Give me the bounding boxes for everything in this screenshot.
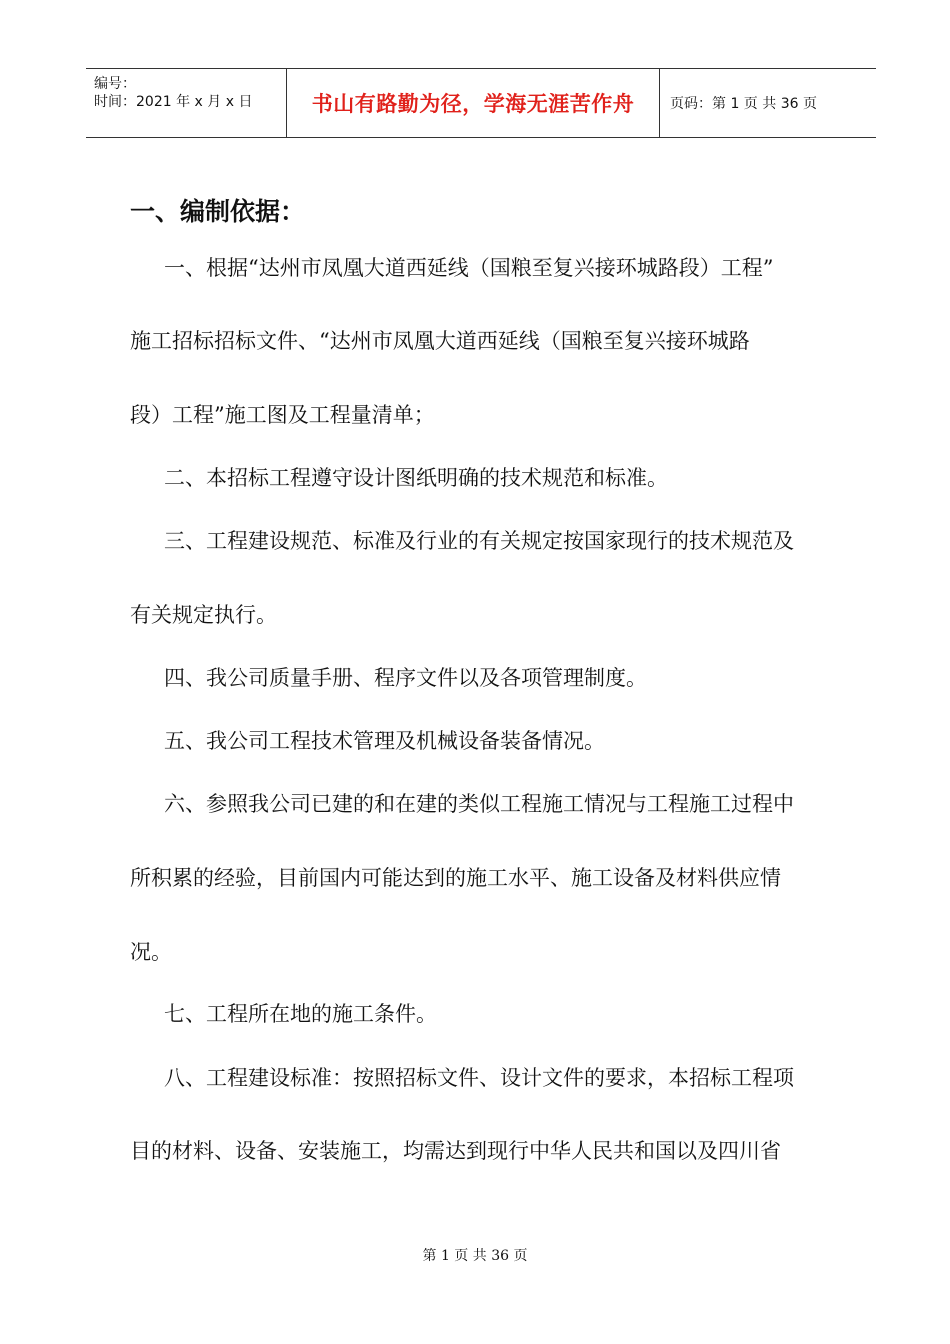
paragraph-line: 二、本招标工程遵守设计图纸明确的技术规范和标准。 bbox=[164, 466, 668, 490]
paragraph-line: 一、根据“达州市凤凰大道西延线（国粮至复兴接环城路段）工程” bbox=[164, 256, 774, 280]
header-motto: 书山有路勤为径，学海无涯苦作舟 bbox=[311, 92, 635, 116]
section-heading: 一、编制依据： bbox=[130, 197, 306, 226]
page-footer: 第 1 页 共 36 页 bbox=[422, 1248, 528, 1264]
paragraph-line: 六、参照我公司已建的和在建的类似工程施工情况与工程施工过程中 bbox=[164, 792, 794, 816]
header-motto-cell bbox=[287, 69, 660, 137]
paragraph-line: 五、我公司工程技术管理及机械设备装备情况。 bbox=[164, 729, 605, 753]
paragraph-line: 段）工程”施工图及工程量清单； bbox=[130, 403, 435, 427]
header-meta bbox=[86, 69, 287, 137]
page-header bbox=[86, 68, 876, 138]
paragraph-line: 目的材料、设备、安装施工，均需达到现行中华人民共和国以及四川省 bbox=[130, 1139, 781, 1163]
time-label: 时间：2021 年 x 月 x 日 bbox=[94, 94, 253, 110]
paragraph-line: 八、工程建设标准：按照招标文件、设计文件的要求，本招标工程项 bbox=[164, 1066, 794, 1090]
header-page-info: 页码：第 1 页 共 36 页 bbox=[670, 96, 817, 112]
paragraph-line: 施工招标招标文件、“达州市凤凰大道西延线（国粮至复兴接环城路 bbox=[130, 329, 750, 353]
paragraph-line: 所积累的经验，目前国内可能达到的施工水平、施工设备及材料供应情 bbox=[130, 866, 781, 890]
paragraph-line: 七、工程所在地的施工条件。 bbox=[164, 1002, 437, 1026]
paragraph-line: 况。 bbox=[130, 940, 172, 964]
paragraph-line: 有关规定执行。 bbox=[130, 603, 277, 627]
number-label: 编号： bbox=[94, 76, 136, 92]
paragraph-line: 三、工程建设规范、标准及行业的有关规定按国家现行的技术规范及 bbox=[164, 529, 794, 553]
paragraph-line: 四、我公司质量手册、程序文件以及各项管理制度。 bbox=[164, 666, 647, 690]
